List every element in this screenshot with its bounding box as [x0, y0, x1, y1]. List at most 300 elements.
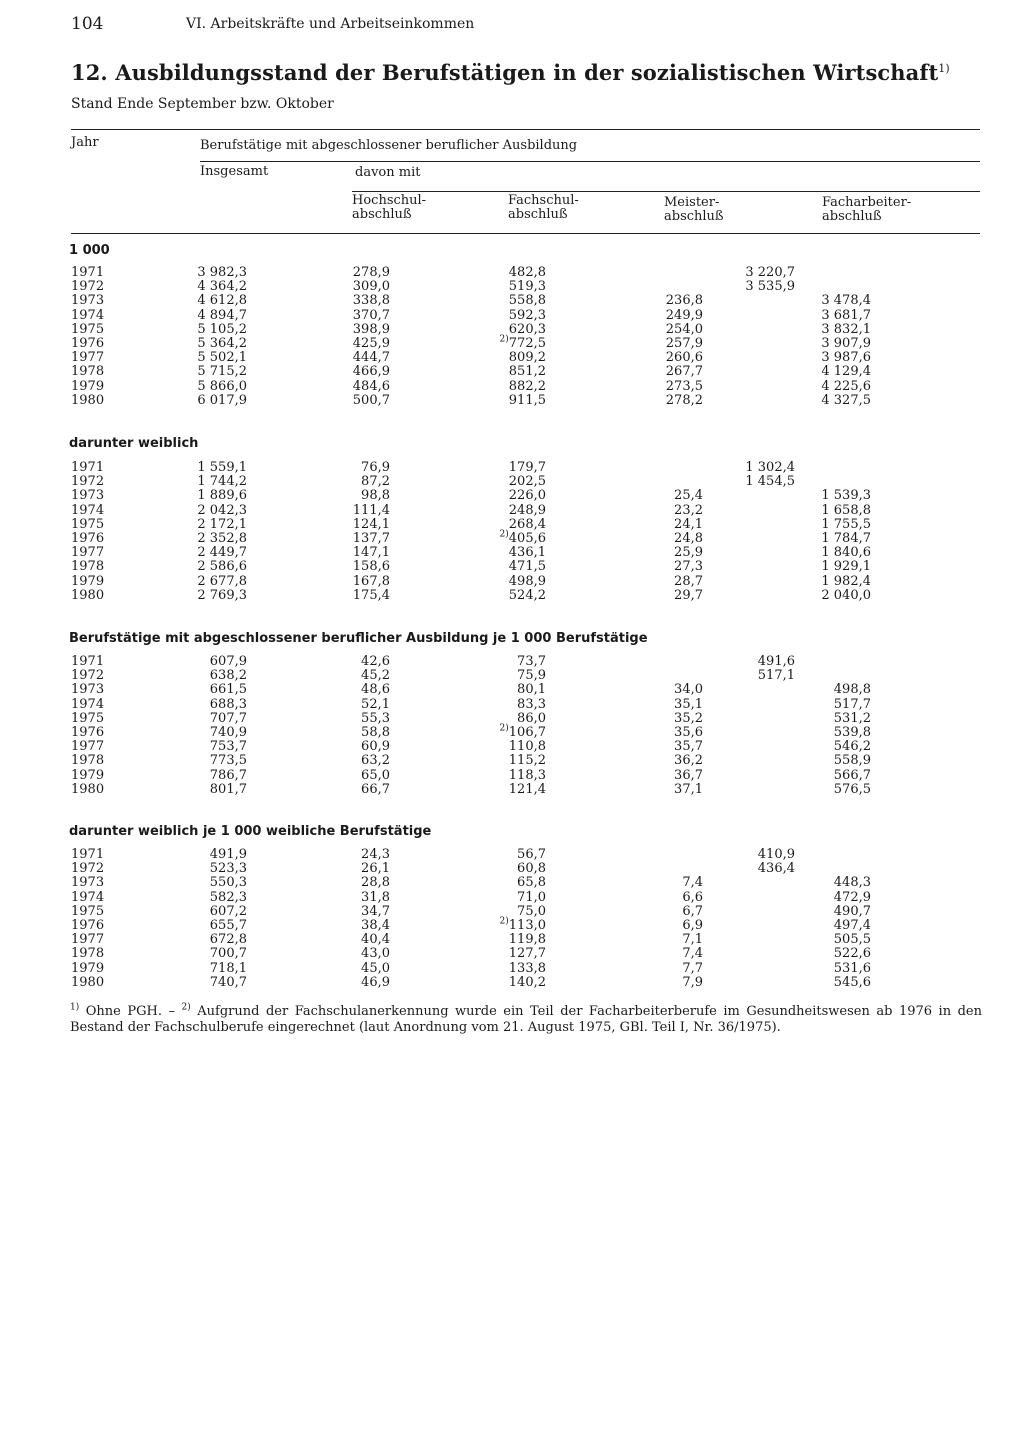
cell-meister-facharbeiter-combined: 491,6 — [757, 654, 795, 669]
cell-year: 1980 — [71, 587, 105, 603]
cell-hochschul: 48,6 — [361, 682, 390, 698]
table-row — [0, 947, 1024, 961]
col-header-facharbeiter-line1: Facharbeiter- — [822, 195, 912, 210]
cell-fachschul: 65,8 — [517, 875, 546, 891]
cell-facharbeiter: 1 755,5 — [821, 516, 871, 532]
cell-fachschul: 133,8 — [508, 960, 546, 976]
cell-year: 1972 — [71, 668, 105, 684]
section-rows-female — [0, 461, 1024, 603]
cell-insgesamt: 655,7 — [209, 917, 247, 933]
cell-year: 1980 — [71, 974, 105, 990]
cell-facharbeiter: 531,2 — [833, 710, 871, 726]
table-row — [0, 560, 1024, 574]
footnote-2-marker: 2) — [499, 723, 509, 734]
table-row — [0, 876, 1024, 890]
cell-hochschul: 98,8 — [361, 488, 390, 504]
cell-year: 1976 — [71, 724, 105, 740]
cell-hochschul: 38,4 — [361, 917, 390, 933]
cell-insgesamt: 607,2 — [209, 903, 247, 919]
col-header-hochschul-line2: abschluß — [352, 207, 412, 222]
cell-hochschul: 309,0 — [352, 279, 390, 295]
cell-fachschul: 519,3 — [508, 279, 546, 295]
cell-fachschul: $^{2)}$106,7 — [499, 723, 546, 740]
cell-year: 1974 — [71, 696, 105, 712]
cell-insgesamt: 718,1 — [209, 960, 247, 976]
table-row — [0, 976, 1024, 990]
cell-fachschul: 911,5 — [508, 392, 546, 408]
cell-insgesamt: 1 889,6 — [197, 488, 247, 504]
cell-fachschul: 121,4 — [508, 781, 546, 797]
cell-insgesamt: 2 172,1 — [197, 516, 247, 532]
cell-fachschul: 86,0 — [517, 710, 546, 726]
cell-facharbeiter: 539,8 — [833, 724, 871, 740]
section-rows-female-per-thousand — [0, 848, 1024, 990]
cell-year: 1973 — [71, 875, 105, 891]
cell-fachschul: 202,5 — [508, 474, 546, 490]
cell-insgesamt: 5 502,1 — [197, 350, 247, 366]
cell-facharbeiter: 1 539,3 — [821, 488, 871, 504]
cell-meister: 24,8 — [674, 530, 703, 546]
cell-year: 1975 — [71, 321, 105, 337]
table-row — [0, 489, 1024, 503]
cell-hochschul: 466,9 — [352, 364, 390, 380]
table-row — [0, 769, 1024, 783]
cell-facharbeiter: 3 478,4 — [821, 293, 871, 309]
cell-insgesamt: 5 866,0 — [197, 378, 247, 394]
table-row — [0, 683, 1024, 697]
cell-facharbeiter: 531,6 — [833, 960, 871, 976]
table-row — [0, 916, 1024, 933]
cell-facharbeiter: 517,7 — [833, 696, 871, 712]
cell-meister: 27,3 — [674, 559, 703, 575]
footnote-2-marker: 2) — [499, 334, 509, 345]
cell-insgesamt: 607,9 — [209, 654, 247, 669]
cell-fachschul: 179,7 — [508, 460, 546, 475]
cell-insgesamt: 6 017,9 — [197, 392, 247, 408]
cell-insgesamt: 801,7 — [209, 781, 247, 797]
col-header-group: Berufstätige mit abgeschlossener beruflicher Ausbildung — [200, 138, 578, 153]
cell-year: 1979 — [71, 378, 105, 394]
cell-insgesamt: 4 894,7 — [197, 307, 247, 323]
section-title-female: darunter weiblich — [69, 436, 199, 451]
col-header-meister — [664, 196, 724, 224]
cell-year: 1971 — [71, 265, 105, 280]
cell-fachschul: 524,2 — [508, 587, 546, 603]
cell-insgesamt: 2 677,8 — [197, 573, 247, 589]
col-header-facharbeiter — [822, 196, 911, 224]
cell-hochschul: 65,0 — [361, 767, 390, 783]
cell-facharbeiter: 3 907,9 — [821, 335, 871, 351]
cell-facharbeiter: 1 658,8 — [821, 502, 871, 518]
footnote-2-marker: 2) — [499, 529, 509, 540]
cell-hochschul: 66,7 — [361, 781, 390, 797]
col-header-facharbeiter-line2: abschluß — [822, 209, 882, 224]
cell-insgesamt: 5 364,2 — [197, 335, 247, 351]
cell-meister: 34,0 — [674, 682, 703, 698]
table-row — [0, 933, 1024, 947]
cell-insgesamt: 688,3 — [209, 696, 247, 712]
table-row — [0, 589, 1024, 603]
cell-facharbeiter: 497,4 — [833, 917, 871, 933]
cell-insgesamt: 740,9 — [209, 724, 247, 740]
header-bottom-rule — [71, 233, 980, 234]
cell-meister: 35,6 — [674, 724, 703, 740]
cell-fachschul: 482,8 — [508, 265, 546, 280]
cell-year: 1976 — [71, 530, 105, 546]
cell-meister: 37,1 — [674, 781, 703, 797]
table-row — [0, 266, 1024, 280]
col-header-fachschul-line2: abschluß — [508, 207, 568, 222]
cell-year: 1979 — [71, 767, 105, 783]
cell-fachschul: $^{2)}$405,6 — [499, 529, 546, 546]
cell-insgesamt: 491,9 — [209, 847, 247, 862]
cell-year: 1972 — [71, 861, 105, 877]
cell-meister: 7,9 — [682, 974, 703, 990]
header-top-rule — [71, 129, 980, 130]
cell-meister: 254,0 — [665, 321, 703, 337]
cell-meister-facharbeiter-combined: 517,1 — [757, 668, 795, 684]
table-row — [0, 380, 1024, 394]
table-row — [0, 669, 1024, 683]
cell-insgesamt: 1 559,1 — [197, 460, 247, 475]
cell-insgesamt: 4 612,8 — [197, 293, 247, 309]
cell-meister: 7,4 — [682, 875, 703, 891]
cell-year: 1973 — [71, 682, 105, 698]
cell-fachschul: 620,3 — [508, 321, 546, 337]
cell-fachschul: 110,8 — [508, 739, 546, 755]
cell-facharbeiter: 1 982,4 — [821, 573, 871, 589]
running-head: VI. Arbeitskräfte und Arbeitseinkommen — [186, 16, 475, 32]
cell-hochschul: 24,3 — [361, 847, 390, 862]
cell-meister: 36,7 — [674, 767, 703, 783]
cell-year: 1977 — [71, 932, 105, 948]
table-row — [0, 365, 1024, 379]
cell-hochschul: 137,7 — [352, 530, 390, 546]
cell-meister: 28,7 — [674, 573, 703, 589]
section-title-female-per-thousand: darunter weiblich je 1 000 weibliche Berufstätige — [69, 824, 432, 839]
cell-fachschul: 436,1 — [508, 545, 546, 561]
cell-year: 1978 — [71, 364, 105, 380]
table-row — [0, 309, 1024, 323]
table-row — [0, 394, 1024, 408]
cell-year: 1971 — [71, 460, 105, 475]
cell-year: 1973 — [71, 488, 105, 504]
table-row — [0, 575, 1024, 589]
cell-facharbeiter: 576,5 — [833, 781, 871, 797]
cell-insgesamt: 740,7 — [209, 974, 247, 990]
cell-meister: 25,9 — [674, 545, 703, 561]
cell-hochschul: 43,0 — [361, 946, 390, 962]
section-title-absolute: 1 000 — [69, 243, 110, 258]
cell-insgesamt: 2 586,6 — [197, 559, 247, 575]
cell-year: 1974 — [71, 307, 105, 323]
cell-hochschul: 34,7 — [361, 903, 390, 919]
cell-year: 1976 — [71, 335, 105, 351]
cell-facharbeiter: 3 832,1 — [821, 321, 871, 337]
cell-meister-facharbeiter-combined: 3 220,7 — [745, 265, 795, 280]
header-davon-rule — [352, 191, 980, 192]
cell-insgesamt: 3 982,3 — [197, 265, 247, 280]
cell-insgesamt: 550,3 — [209, 875, 247, 891]
cell-year: 1975 — [71, 710, 105, 726]
cell-fachschul: 471,5 — [508, 559, 546, 575]
cell-insgesamt: 786,7 — [209, 767, 247, 783]
cell-hochschul: 31,8 — [361, 889, 390, 905]
cell-hochschul: 42,6 — [361, 654, 390, 669]
cell-hochschul: 52,1 — [361, 696, 390, 712]
title-footnote-marker: 1) — [938, 62, 950, 75]
cell-insgesamt: 2 769,3 — [197, 587, 247, 603]
cell-fachschul: 75,9 — [517, 668, 546, 684]
cell-hochschul: 167,8 — [352, 573, 390, 589]
cell-insgesamt: 4 364,2 — [197, 279, 247, 295]
cell-year: 1975 — [71, 903, 105, 919]
cell-facharbeiter: 545,6 — [833, 974, 871, 990]
cell-fachschul: 851,2 — [508, 364, 546, 380]
table-row — [0, 698, 1024, 712]
cell-meister: 6,6 — [682, 889, 703, 905]
cell-year: 1971 — [71, 654, 105, 669]
cell-hochschul: 278,9 — [352, 265, 390, 280]
cell-fachschul: 592,3 — [508, 307, 546, 323]
cell-fachschul: 498,9 — [508, 573, 546, 589]
cell-meister-facharbeiter-combined: 436,4 — [757, 861, 795, 877]
cell-facharbeiter: 522,6 — [833, 946, 871, 962]
cell-fachschul: 80,1 — [517, 682, 546, 698]
table-row — [0, 294, 1024, 308]
cell-meister: 236,8 — [665, 293, 703, 309]
cell-hochschul: 46,9 — [361, 974, 390, 990]
cell-facharbeiter: 1 784,7 — [821, 530, 871, 546]
col-header-fachschul-line1: Fachschul- — [508, 193, 579, 208]
cell-year: 1978 — [71, 559, 105, 575]
cell-hochschul: 158,6 — [352, 559, 390, 575]
cell-meister: 35,7 — [674, 739, 703, 755]
cell-facharbeiter: 472,9 — [833, 889, 871, 905]
col-header-meister-line1: Meister- — [664, 195, 720, 210]
footnotes — [70, 1000, 982, 1036]
table-row — [0, 518, 1024, 532]
table-row — [0, 334, 1024, 351]
cell-facharbeiter: 2 040,0 — [821, 587, 871, 603]
cell-year: 1974 — [71, 502, 105, 518]
cell-year: 1980 — [71, 392, 105, 408]
cell-hochschul: 111,4 — [352, 502, 390, 518]
cell-meister: 7,4 — [682, 946, 703, 962]
cell-hochschul: 484,6 — [352, 378, 390, 394]
table-row — [0, 529, 1024, 546]
page-number: 104 — [71, 14, 104, 34]
cell-hochschul: 60,9 — [361, 739, 390, 755]
cell-insgesamt: 2 449,7 — [197, 545, 247, 561]
cell-meister: 278,2 — [665, 392, 703, 408]
cell-insgesamt: 5 715,2 — [197, 364, 247, 380]
cell-fachschul: 83,3 — [517, 696, 546, 712]
table-row — [0, 783, 1024, 797]
cell-meister-facharbeiter-combined: 3 535,9 — [745, 279, 795, 295]
col-header-davon-mit: davon mit — [355, 165, 421, 180]
cell-facharbeiter: 4 225,6 — [821, 378, 871, 394]
cell-insgesamt: 707,7 — [209, 710, 247, 726]
cell-insgesamt: 773,5 — [209, 753, 247, 769]
cell-year: 1976 — [71, 917, 105, 933]
cell-year: 1977 — [71, 350, 105, 366]
cell-meister-facharbeiter-combined: 410,9 — [757, 847, 795, 862]
footnote-2: $^{2)}$ Aufgrund der Fachschulanerkennung wurde ein Teil der Facharbeiterberufe im Gesundheitswesen ab 1976 in den Bestand der Fachschulberufe eingerechnet (laut Anordnung vom 21. August 1975, GBl. Teil I, Nr. 36/1975). — [70, 1003, 982, 1036]
section-rows-absolute — [0, 266, 1024, 408]
cell-meister: 23,2 — [674, 502, 703, 518]
cell-hochschul: 147,1 — [352, 545, 390, 561]
cell-meister-facharbeiter-combined: 1 454,5 — [745, 474, 795, 490]
cell-year: 1977 — [71, 739, 105, 755]
cell-hochschul: 87,2 — [361, 474, 390, 490]
cell-fachschul: 60,8 — [517, 861, 546, 877]
cell-hochschul: 124,1 — [352, 516, 390, 532]
cell-year: 1978 — [71, 753, 105, 769]
cell-meister: 7,7 — [682, 960, 703, 976]
table-row — [0, 280, 1024, 294]
cell-year: 1972 — [71, 474, 105, 490]
cell-fachschul: 268,4 — [508, 516, 546, 532]
cell-insgesamt: 700,7 — [209, 946, 247, 962]
cell-hochschul: 26,1 — [361, 861, 390, 877]
cell-insgesamt: 582,3 — [209, 889, 247, 905]
table-row — [0, 323, 1024, 337]
cell-facharbeiter: 505,5 — [833, 932, 871, 948]
cell-year: 1978 — [71, 946, 105, 962]
cell-hochschul: 40,4 — [361, 932, 390, 948]
cell-facharbeiter: 3 987,6 — [821, 350, 871, 366]
table-row — [0, 461, 1024, 475]
table-row — [0, 905, 1024, 919]
cell-meister-facharbeiter-combined: 1 302,4 — [745, 460, 795, 475]
col-header-jahr: Jahr — [71, 135, 99, 150]
col-header-hochschul-line1: Hochschul- — [352, 193, 427, 208]
cell-facharbeiter: 4 129,4 — [821, 364, 871, 380]
cell-facharbeiter: 498,8 — [833, 682, 871, 698]
cell-meister: 267,7 — [665, 364, 703, 380]
cell-hochschul: 425,9 — [352, 335, 390, 351]
cell-insgesamt: 523,3 — [209, 861, 247, 877]
cell-hochschul: 338,8 — [352, 293, 390, 309]
cell-year: 1972 — [71, 279, 105, 295]
cell-fachschul: 248,9 — [508, 502, 546, 518]
cell-fachschul: 73,7 — [517, 654, 546, 669]
cell-meister: 260,6 — [665, 350, 703, 366]
cell-fachschul: $^{2)}$113,0 — [499, 916, 546, 933]
cell-fachschul: 558,8 — [508, 293, 546, 309]
section-title-per-thousand: Berufstätige mit abgeschlossener beruflicher Ausbildung je 1 000 Berufstätige — [69, 631, 648, 646]
cell-year: 1979 — [71, 960, 105, 976]
cell-facharbeiter: 1 929,1 — [821, 559, 871, 575]
cell-hochschul: 63,2 — [361, 753, 390, 769]
table-row — [0, 546, 1024, 560]
cell-facharbeiter: 1 840,6 — [821, 545, 871, 561]
cell-facharbeiter: 4 327,5 — [821, 392, 871, 408]
cell-facharbeiter: 490,7 — [833, 903, 871, 919]
cell-insgesamt: 661,5 — [209, 682, 247, 698]
cell-hochschul: 55,3 — [361, 710, 390, 726]
cell-meister: 6,7 — [682, 903, 703, 919]
cell-insgesamt: 638,2 — [209, 668, 247, 684]
cell-insgesamt: 2 352,8 — [197, 530, 247, 546]
cell-year: 1973 — [71, 293, 105, 309]
cell-facharbeiter: 558,9 — [833, 753, 871, 769]
header-group-rule — [200, 161, 980, 162]
table-row — [0, 655, 1024, 669]
cell-hochschul: 398,9 — [352, 321, 390, 337]
cell-meister: 249,9 — [665, 307, 703, 323]
cell-insgesamt: 672,8 — [209, 932, 247, 948]
cell-meister: 29,7 — [674, 587, 703, 603]
cell-meister: 36,2 — [674, 753, 703, 769]
table-row — [0, 723, 1024, 740]
cell-hochschul: 76,9 — [361, 460, 390, 475]
cell-facharbeiter: 3 681,7 — [821, 307, 871, 323]
cell-hochschul: 28,8 — [361, 875, 390, 891]
section-rows-per-thousand — [0, 655, 1024, 797]
cell-fachschul: 75,0 — [517, 903, 546, 919]
cell-facharbeiter: 448,3 — [833, 875, 871, 891]
table-row — [0, 754, 1024, 768]
col-header-meister-line2: abschluß — [664, 209, 724, 224]
cell-fachschul: 226,0 — [508, 488, 546, 504]
table-row — [0, 475, 1024, 489]
cell-fachschul: 140,2 — [508, 974, 546, 990]
cell-year: 1977 — [71, 545, 105, 561]
cell-meister: 257,9 — [665, 335, 703, 351]
table-row — [0, 740, 1024, 754]
cell-hochschul: 175,4 — [352, 587, 390, 603]
cell-year: 1971 — [71, 847, 105, 862]
footnote-2-marker: 2) — [499, 916, 509, 927]
cell-year: 1974 — [71, 889, 105, 905]
cell-fachschul: 127,7 — [508, 946, 546, 962]
col-header-insgesamt: Insgesamt — [200, 164, 269, 179]
cell-hochschul: 444,7 — [352, 350, 390, 366]
table-row — [0, 962, 1024, 976]
cell-fachschul: 882,2 — [508, 378, 546, 394]
cell-insgesamt: 2 042,3 — [197, 502, 247, 518]
cell-hochschul: 58,8 — [361, 724, 390, 740]
cell-fachschul: $^{2)}$772,5 — [499, 334, 546, 351]
table-title-text: 12. Ausbildungsstand der Berufstätigen in der sozialistischen Wirtschaft — [71, 60, 939, 85]
cell-fachschul: 56,7 — [517, 847, 546, 862]
table-subtitle: Stand Ende September bzw. Oktober — [71, 96, 334, 112]
footnote-1: $^{1)}$ Ohne PGH. – — [70, 1003, 182, 1020]
table-row — [0, 848, 1024, 862]
cell-fachschul: 809,2 — [508, 350, 546, 366]
cell-hochschul: 370,7 — [352, 307, 390, 323]
cell-year: 1980 — [71, 781, 105, 797]
cell-insgesamt: 5 105,2 — [197, 321, 247, 337]
cell-hochschul: 500,7 — [352, 392, 390, 408]
cell-fachschul: 118,3 — [508, 767, 546, 783]
cell-meister: 273,5 — [665, 378, 703, 394]
cell-fachschul: 119,8 — [508, 932, 546, 948]
cell-facharbeiter: 566,7 — [833, 767, 871, 783]
cell-fachschul: 71,0 — [517, 889, 546, 905]
cell-fachschul: 115,2 — [508, 753, 546, 769]
cell-meister: 7,1 — [682, 932, 703, 948]
cell-meister: 24,1 — [674, 516, 703, 532]
col-header-hochschul — [352, 194, 426, 222]
cell-meister: 25,4 — [674, 488, 703, 504]
table-row — [0, 862, 1024, 876]
cell-insgesamt: 1 744,2 — [197, 474, 247, 490]
cell-meister: 35,2 — [674, 710, 703, 726]
cell-year: 1975 — [71, 516, 105, 532]
